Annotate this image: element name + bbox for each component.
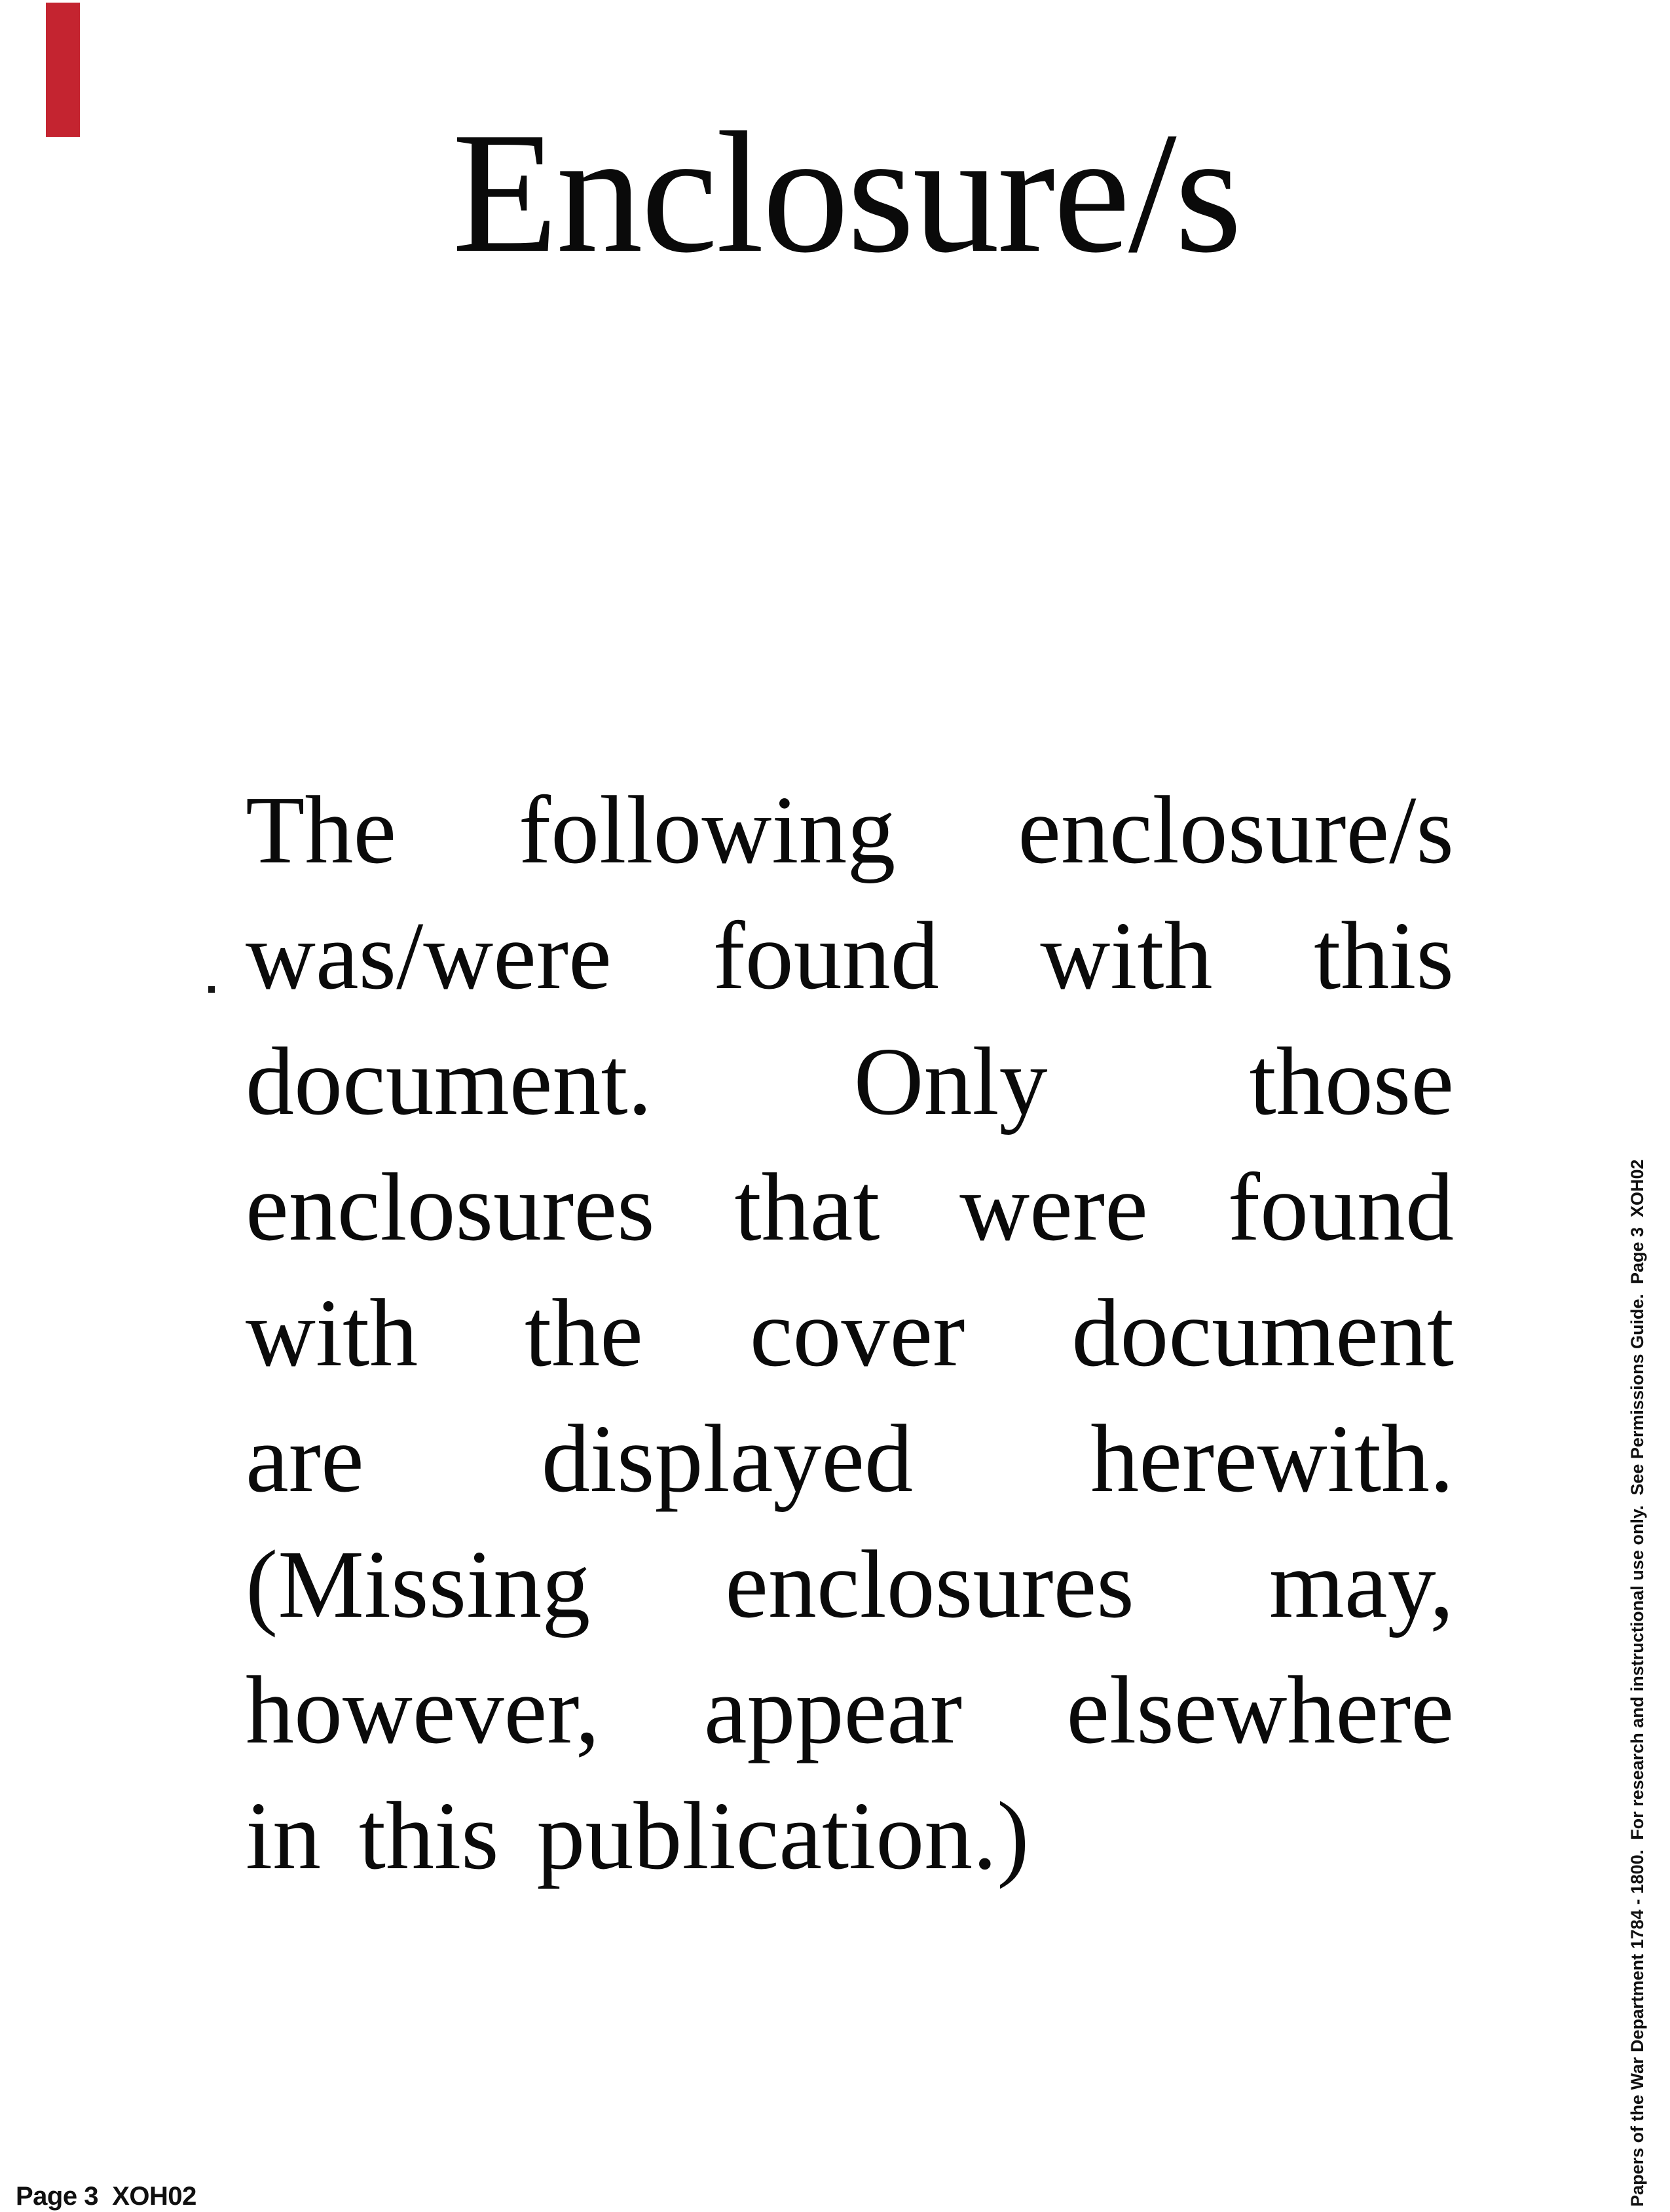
body-word: Only: [853, 1028, 1048, 1135]
body-line: [246, 1522, 1454, 1648]
body-line: [246, 1396, 1454, 1522]
body-line: [246, 1648, 1454, 1773]
stray-dot-artifact: [208, 986, 215, 993]
body-word: herewith.: [1090, 1405, 1454, 1513]
body-word: those: [1249, 1028, 1454, 1135]
body-word: document.: [246, 1028, 652, 1135]
body-word: found: [713, 902, 939, 1010]
body-word: are: [246, 1405, 364, 1513]
body-word: following: [518, 777, 896, 884]
page-footer-label: Page 3 XOH02: [16, 2182, 196, 2211]
body-word: the: [525, 1280, 643, 1387]
sidebar-attribution-text: Papers of the War Department 1784 - 1800. For research and instructional use only. See Permissions Guide. Page 3 XOH02: [1627, 1159, 1647, 2207]
body-word: were: [959, 1154, 1148, 1261]
body-word: publication.): [498, 1782, 1030, 1890]
body-word: that: [734, 1154, 880, 1261]
body-word: found: [1227, 1154, 1454, 1261]
body-line: [246, 1145, 1454, 1270]
body-line: [246, 893, 1454, 1019]
body-word: this: [1314, 902, 1454, 1010]
body-word: cover: [749, 1280, 965, 1387]
body-line: [246, 767, 1454, 893]
body-word: with: [246, 1280, 418, 1387]
body-word: may,: [1269, 1531, 1454, 1638]
body-word: this: [321, 1782, 499, 1890]
body-word: elsewhere: [1066, 1657, 1454, 1764]
body-word: (Missing: [246, 1531, 591, 1638]
body-word: enclosures: [725, 1531, 1134, 1638]
body-word: in: [246, 1782, 322, 1890]
body-word: document: [1071, 1280, 1454, 1387]
body-line: [246, 1270, 1454, 1396]
body-word: appear: [703, 1657, 963, 1764]
body-line: [246, 1773, 1454, 1899]
body-word: with: [1040, 902, 1213, 1010]
page-title: Enclosure/s: [452, 97, 1240, 289]
body-word: was/were: [246, 902, 612, 1010]
body-word: displayed: [541, 1405, 914, 1513]
body-word: enclosure/s: [1018, 777, 1454, 884]
body-word: The: [246, 777, 397, 884]
body-line: [246, 1019, 1454, 1145]
body-word: however,: [246, 1657, 600, 1764]
body-paragraph: [246, 767, 1454, 1899]
body-word: enclosures: [246, 1154, 655, 1261]
